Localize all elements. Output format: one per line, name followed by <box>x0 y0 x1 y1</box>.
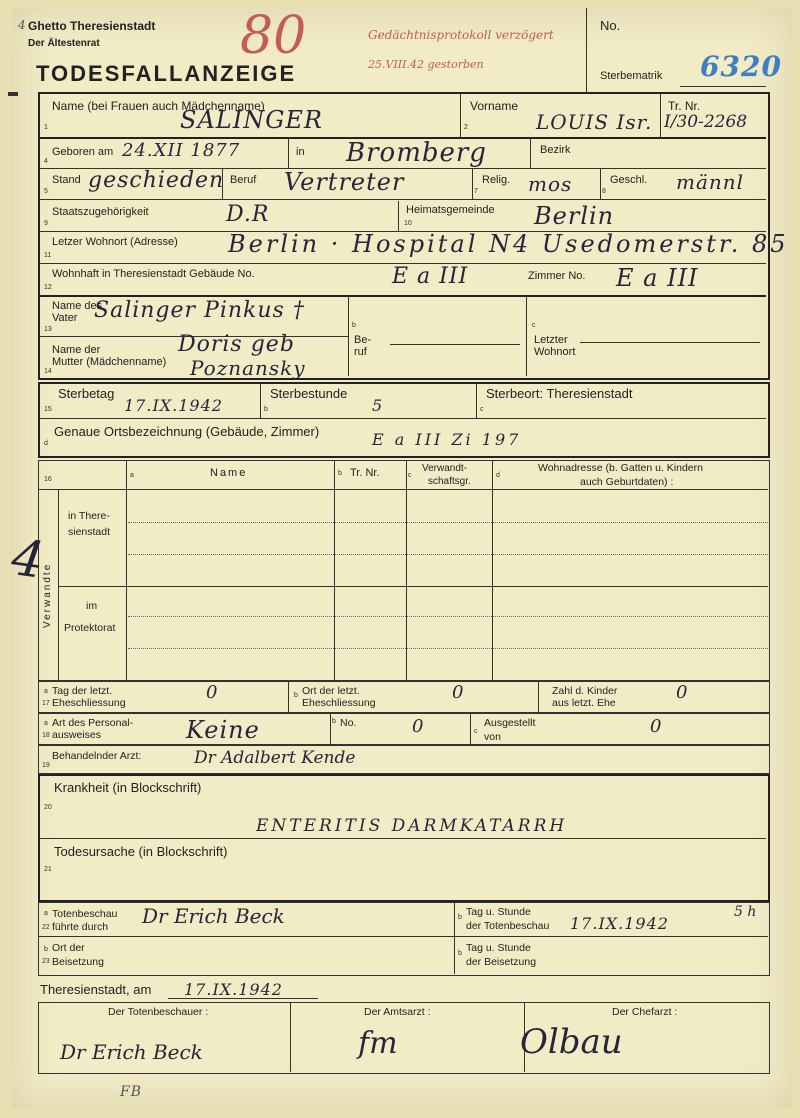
wohnort-label-1: Letzter <box>534 334 568 346</box>
field-letter: b <box>338 470 342 477</box>
born-value: 24.XII 1877 <box>122 140 241 161</box>
line <box>390 344 520 345</box>
register-value: 6320 <box>700 50 782 83</box>
col-wohn-2: auch Geburtdaten) : <box>580 476 674 488</box>
doctor-value: Dr Adalbert Kende <box>194 748 356 768</box>
id-no-value: 0 <box>412 716 425 737</box>
vorname-label: Vorname <box>470 99 519 113</box>
field-letter: c <box>474 728 478 735</box>
row-line <box>58 586 768 587</box>
field-number: 8 <box>602 188 606 195</box>
vorname-value: LOUIS Isr. <box>536 110 653 134</box>
field-letter: a <box>44 910 48 917</box>
field-number: 16 <box>44 476 52 483</box>
sig2-label: Der Amtsarzt : <box>364 1006 431 1018</box>
row-line <box>40 418 766 419</box>
dotted-line <box>128 522 768 523</box>
heimat-value: Berlin <box>534 202 615 230</box>
divider <box>660 94 661 138</box>
marriage-tag-label-2: Eheschliessung <box>52 697 126 709</box>
big-number: 80 <box>240 6 307 66</box>
id-aus-label-2: von <box>484 731 501 743</box>
name-value: SALINGER <box>180 106 323 134</box>
inspect-time-label-1: Tag u. Stunde <box>466 906 531 918</box>
death-place-label: Sterbeort: Theresienstadt <box>486 386 633 401</box>
register-label: Sterbematrik <box>600 70 663 82</box>
field-letter: a <box>130 472 134 479</box>
in-t-2: sienstadt <box>68 526 111 538</box>
divider <box>288 680 289 712</box>
death-hour-label: Sterbestunde <box>270 386 348 401</box>
marriage-tag-value: 0 <box>206 682 219 703</box>
field-number: 21 <box>44 866 52 873</box>
field-letter: c <box>532 322 536 329</box>
row-line <box>40 199 766 200</box>
relig-label: Relig. <box>482 174 511 186</box>
wohnort-label-2: Wohnort <box>534 346 576 358</box>
divider <box>476 384 477 418</box>
id-art-label-1: Art des Personal- <box>52 717 134 729</box>
divider <box>492 460 493 680</box>
field-letter: b <box>294 692 298 699</box>
relatives-side-label: Verwandte <box>42 562 53 628</box>
marriage-ort-label-2: Eheschliessung <box>302 697 376 709</box>
heimat-label: Heimatsgemeinde <box>406 204 495 216</box>
sig3-label: Der Chefarzt : <box>612 1006 678 1018</box>
field-number: 5 <box>44 188 48 195</box>
field-number: 11 <box>44 252 52 259</box>
room-value: E a III <box>616 264 699 292</box>
id-no-label: No. <box>340 717 357 729</box>
divider <box>538 680 539 712</box>
id-art-value: Keine <box>186 716 260 744</box>
inspect-time-extra: 5 h <box>734 904 757 920</box>
col-trnr: Tr. Nr. <box>350 467 380 479</box>
row-line <box>38 489 768 490</box>
marriage-tag-label-1: Tag der letzt. <box>52 685 113 697</box>
divider <box>288 139 289 169</box>
stand-value: geschieden <box>88 168 225 193</box>
inspect-by-label-1: Totenbeschau <box>52 908 118 920</box>
field-number: 18 <box>42 732 50 739</box>
beruf-label: Beruf <box>230 174 257 186</box>
field-number: 15 <box>44 406 52 413</box>
death-day-label: Sterbetag <box>58 386 115 401</box>
mother-label-1: Name der <box>52 344 101 356</box>
stand-label: Stand <box>52 174 81 186</box>
burial-time-label-2: der Beisetzung <box>466 956 537 968</box>
in-value: Bromberg <box>346 138 487 168</box>
staat-value: D.R <box>226 202 270 227</box>
id-aus-value: 0 <box>650 716 663 737</box>
field-number: 14 <box>44 368 52 375</box>
bezirk-label: Bezirk <box>540 144 571 156</box>
inspect-time-label-2: der Totenbeschau <box>466 920 550 932</box>
divider <box>600 169 601 199</box>
divider <box>460 94 461 138</box>
exact-place-value: E a III Zi 197 <box>372 430 522 449</box>
dotted-line <box>128 554 768 555</box>
red-note-1: Gedächtnisprotokoll verzögert <box>368 28 554 42</box>
born-label: Geboren am <box>52 146 114 158</box>
mother-value-1: Doris geb <box>178 332 295 357</box>
bottom-mark: FB <box>120 1084 143 1100</box>
field-number: 13 <box>44 326 52 333</box>
inspect-time-value: 17.IX.1942 <box>570 914 669 933</box>
field-number: 9 <box>44 220 48 227</box>
illness-value: ENTERITIS DARMKATARRH <box>256 816 568 836</box>
council-title: Der Ältestenrat <box>28 38 100 49</box>
field-letter: b <box>264 406 268 413</box>
marriage-ort-value: 0 <box>452 682 465 703</box>
line <box>580 342 760 343</box>
beruf-label-1: Be- <box>354 334 372 346</box>
field-letter: a <box>44 720 48 727</box>
field-number: 17 <box>42 700 50 707</box>
burial-time-label-1: Tag u. Stunde <box>466 942 531 954</box>
field-number: 2 <box>464 124 468 131</box>
death-hour-value: 5 <box>372 396 384 415</box>
address-label: Letzer Wohnort (Adresse) <box>52 236 178 248</box>
relig-value: mos <box>528 172 573 196</box>
divider <box>470 712 471 744</box>
exact-place-label: Genaue Ortsbezeichnung (Gebäude, Zimmer) <box>54 424 320 439</box>
father-label-1: Name des <box>52 300 103 312</box>
kinder-value: 0 <box>676 682 689 703</box>
margin-mark: 4 <box>8 528 48 590</box>
field-letter: b <box>352 322 356 329</box>
field-number: 23 <box>42 958 50 965</box>
death-day-value: 17.IX.1942 <box>124 396 223 415</box>
in-label: in <box>296 146 305 158</box>
sig1-value: Dr Erich Beck <box>60 1040 203 1064</box>
divider <box>334 460 335 680</box>
divider <box>348 296 349 376</box>
building-value: E a III <box>392 264 469 289</box>
field-number: 12 <box>44 284 52 291</box>
field-number: 22 <box>42 924 50 931</box>
header-divider <box>586 8 587 92</box>
register-line <box>680 86 766 87</box>
in-p-2: Protektorat <box>64 622 116 634</box>
burial-label-2: Beisetzung <box>52 956 104 968</box>
doctor-label: Behandelnder Arzt: <box>52 750 142 762</box>
field-number: 19 <box>42 762 50 769</box>
room-label: Zimmer No. <box>528 270 586 282</box>
id-art-label-2: ausweises <box>52 729 102 741</box>
ghetto-title: Ghetto Theresienstadt <box>28 19 156 33</box>
divider <box>472 169 473 199</box>
divider <box>330 712 331 744</box>
row-line <box>40 838 766 839</box>
name-label: Name (bei Frauen auch Mädchenname) <box>52 99 265 113</box>
mother-value-2: Poznansky <box>190 356 306 380</box>
beruf-value: Vertreter <box>284 168 405 196</box>
sig1-label: Der Totenbeschauer : <box>108 1006 209 1018</box>
id-aus-label-1: Ausgestellt <box>484 717 536 729</box>
margin-note: 4 <box>18 18 27 32</box>
illness-label: Krankheit (in Blockschrift) <box>54 780 202 795</box>
trnr-label: Tr. Nr. <box>668 99 701 113</box>
punch-mark <box>8 92 18 96</box>
field-number: 10 <box>404 220 412 227</box>
kinder-label-1: Zahl d. Kinder <box>552 685 618 697</box>
in-t-1: in There- <box>68 510 110 522</box>
field-letter: b <box>332 718 336 725</box>
father-label-2: Vater <box>52 312 78 324</box>
geschl-value: männl <box>676 170 745 194</box>
geschl-label: Geschl. <box>610 174 648 186</box>
trnr-value: I/30-2268 <box>664 112 748 132</box>
red-note-2: 25.VIII.42 gestorben <box>368 58 484 71</box>
field-number: 20 <box>44 804 52 811</box>
divider <box>58 490 59 680</box>
divider <box>526 296 527 376</box>
divider <box>406 460 407 680</box>
mother-label-2: Mutter (Mädchenname) <box>52 356 167 368</box>
staat-label: Staatszugehörigkeit <box>52 206 149 218</box>
footer-date-value: 17.IX.1942 <box>184 980 283 999</box>
field-letter: b <box>458 950 462 957</box>
field-letter: d <box>496 472 500 479</box>
field-letter: d <box>44 440 48 447</box>
field-letter: c <box>408 472 412 479</box>
cause-label: Todesursache (in Blockschrift) <box>54 844 228 859</box>
divider <box>126 460 127 680</box>
row-line <box>38 936 768 937</box>
inspect-by-label-2: führte durch <box>52 921 109 933</box>
divider <box>260 384 261 418</box>
sig3-value: Olbau <box>520 1022 623 1062</box>
col-name: Name <box>210 467 248 479</box>
divider <box>222 169 223 199</box>
marriage-ort-label-1: Ort der letzt. <box>302 685 360 697</box>
col-verwandt-1: Verwandt- <box>422 463 468 474</box>
beruf-label-2: ruf <box>354 346 367 358</box>
divider <box>290 1002 291 1072</box>
field-number: 4 <box>44 158 48 165</box>
no-label: No. <box>600 18 621 33</box>
row-line <box>40 295 766 297</box>
field-number: 7 <box>474 188 478 195</box>
field-letter: c <box>480 406 484 413</box>
form-title: TODESFALLANZEIGE <box>36 61 297 86</box>
dotted-line <box>128 648 768 649</box>
dotted-line <box>128 616 768 617</box>
marriage-row <box>38 680 770 714</box>
address-value: Berlin · Hospital N4 Usedomerstr. 85 <box>228 230 789 258</box>
footer-date-label: Theresienstadt, am <box>40 982 152 997</box>
doctor-row <box>38 744 770 774</box>
line <box>168 998 318 999</box>
sig2-value: fm <box>358 1026 398 1061</box>
inspect-by-value: Dr Erich Beck <box>142 904 285 928</box>
burial-label-1: Ort der <box>52 942 85 954</box>
col-wohn-1: Wohnadresse (b. Gatten u. Kindern <box>538 462 703 474</box>
field-number: 1 <box>44 124 48 131</box>
field-letter: b <box>458 914 462 921</box>
field-letter: a <box>44 688 48 695</box>
col-verwandt-2: schaftsgr. <box>428 476 471 487</box>
father-value: Salinger Pinkus † <box>94 298 305 323</box>
divider <box>398 201 399 231</box>
kinder-label-2: aus letzt. Ehe <box>552 697 616 709</box>
in-p-1: im <box>86 600 98 612</box>
building-label: Wohnhaft in Theresienstadt Gebäude No. <box>52 268 255 280</box>
divider <box>530 139 531 169</box>
field-letter: b <box>44 946 48 953</box>
divider <box>454 902 455 974</box>
